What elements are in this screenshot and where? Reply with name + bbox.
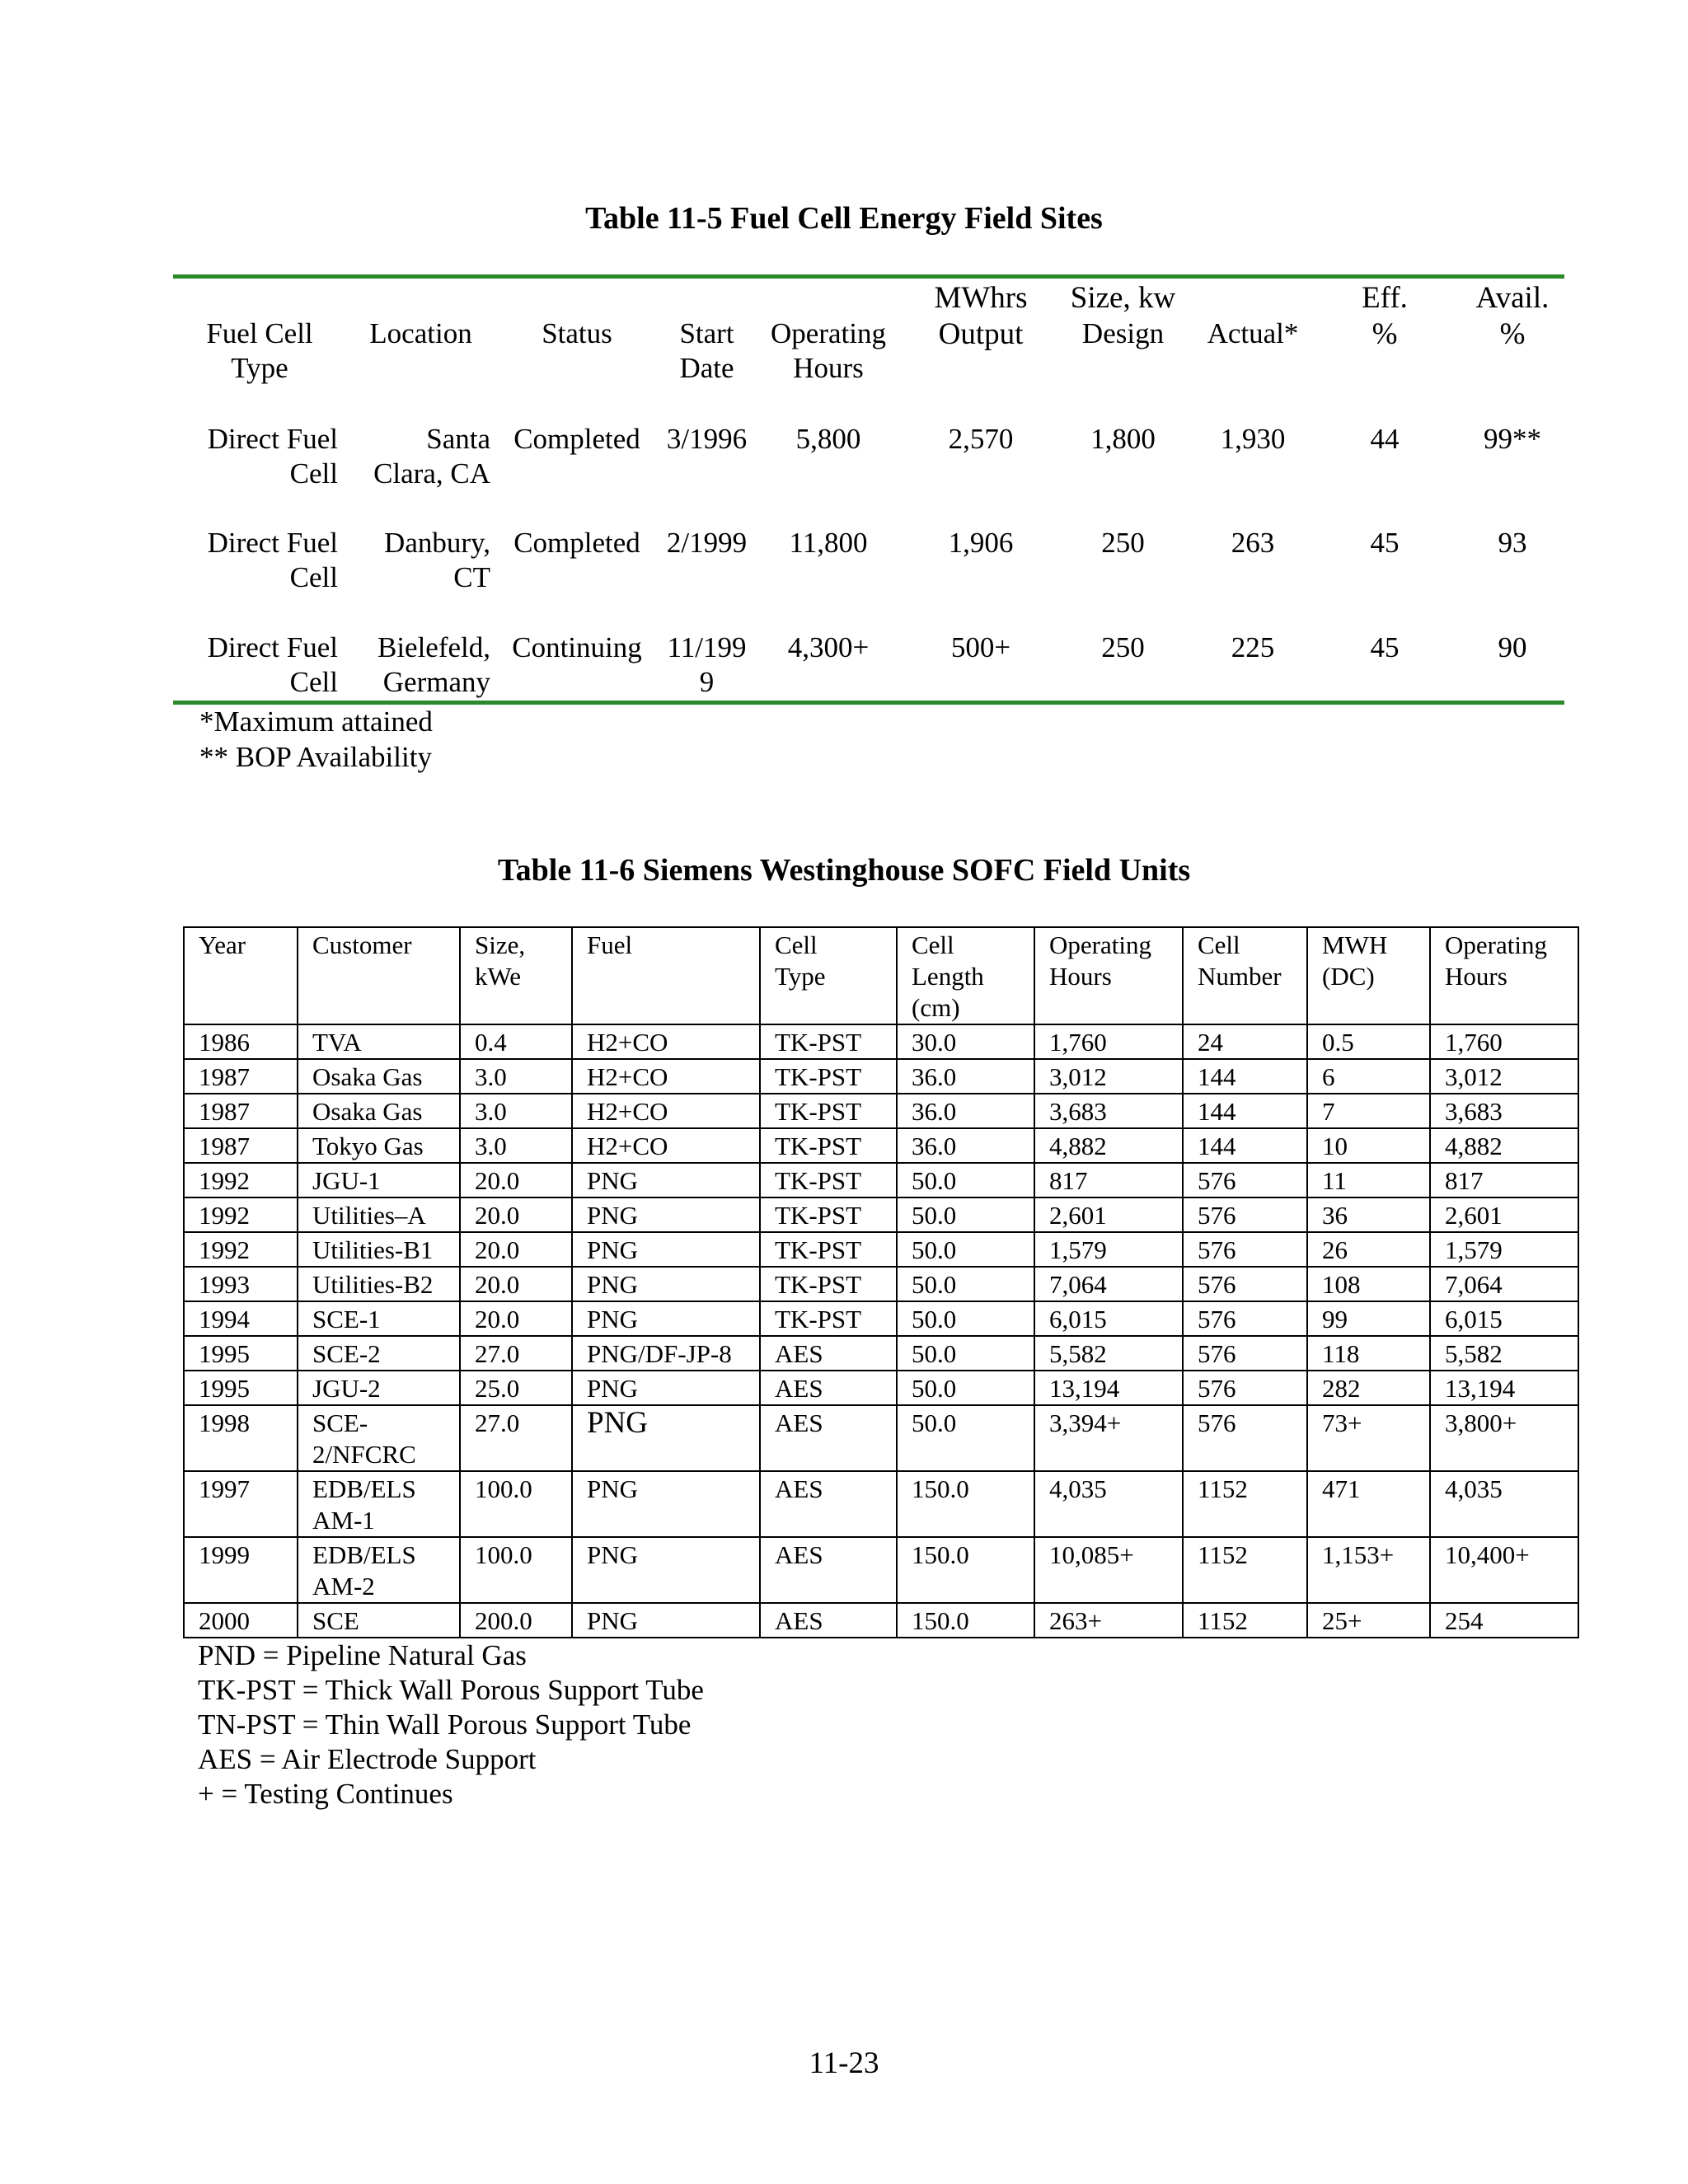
- cell-customer: Utilities-B2: [298, 1267, 460, 1301]
- t5-row3-actual: 225: [1231, 631, 1275, 663]
- cell-fuel: PNG: [572, 1603, 760, 1638]
- table-row: [184, 1336, 1578, 1371]
- cell-mwh-dc: 10: [1307, 1128, 1430, 1163]
- col-header-cell-length: Cell Length (cm): [897, 927, 1034, 1024]
- cell-operating-hours: 1,579: [1034, 1232, 1183, 1267]
- cell-cell-type: TK-PST: [760, 1059, 897, 1094]
- t5-row2-mwhrs: 1,906: [948, 527, 1014, 559]
- cell-cell-number: 576: [1183, 1405, 1307, 1471]
- legend-line: + = Testing Continues: [198, 1778, 453, 1810]
- t5-row1-actual: 1,930: [1220, 423, 1286, 455]
- cell-customer: JGU-2: [298, 1371, 460, 1405]
- cell-cell-number: 1152: [1183, 1603, 1307, 1638]
- cell-operating-hours: 10,085+: [1034, 1537, 1183, 1603]
- t5-row1-location: Santa Clara, CA: [373, 423, 490, 490]
- cell-operating-hours: 3,683: [1034, 1094, 1183, 1128]
- cell-cell-number: 576: [1183, 1163, 1307, 1197]
- table-row: [184, 1059, 1578, 1094]
- cell-cell-type: AES: [760, 1471, 897, 1537]
- cell-customer: Osaka Gas: [298, 1094, 460, 1128]
- cell-customer: SCE-2: [298, 1336, 460, 1371]
- table-row: [184, 1128, 1578, 1163]
- cell-cell-length: 50.0: [897, 1336, 1034, 1371]
- cell-size: 20.0: [460, 1163, 572, 1197]
- cell-mwh-dc: 26: [1307, 1232, 1430, 1267]
- t5-row1-hours: 5,800: [795, 423, 861, 455]
- table-11-5-top-rule: [173, 274, 1564, 279]
- cell-mwh-dc: 36: [1307, 1197, 1430, 1232]
- header-status: Status: [542, 317, 612, 349]
- cell-mwh-dc: 11: [1307, 1163, 1430, 1197]
- t5-row2-actual: 263: [1231, 527, 1275, 559]
- t5-row1-mwhrs: 2,570: [948, 423, 1014, 455]
- cell-mwh-dc: 108: [1307, 1267, 1430, 1301]
- t5-row3-start: 11/199 9: [667, 631, 747, 698]
- footnote-bop-availability: ** BOP Availability: [199, 741, 432, 773]
- cell-cell-type: TK-PST: [760, 1197, 897, 1232]
- cell-fuel: PNG: [572, 1537, 760, 1603]
- cell-fuel: PNG: [572, 1267, 760, 1301]
- table-row: [184, 1094, 1578, 1128]
- col-header-fuel: Fuel: [572, 927, 760, 1024]
- sofc-field-units-table: [183, 926, 1579, 1638]
- cell-size: 100.0: [460, 1537, 572, 1603]
- cell-fuel: PNG: [572, 1301, 760, 1336]
- cell-cell-number: 576: [1183, 1197, 1307, 1232]
- cell-fuel: PNG/DF-JP-8: [572, 1336, 760, 1371]
- cell-cell-type: AES: [760, 1336, 897, 1371]
- cell-mwh-dc: 6: [1307, 1059, 1430, 1094]
- cell-operating-hours-2: 1,579: [1430, 1232, 1578, 1267]
- cell-size: 20.0: [460, 1232, 572, 1267]
- cell-year: 1999: [184, 1537, 298, 1603]
- cell-year: 1987: [184, 1059, 298, 1094]
- header-eff: Eff. %: [1362, 281, 1408, 351]
- cell-operating-hours-2: 4,882: [1430, 1128, 1578, 1163]
- cell-size: 200.0: [460, 1603, 572, 1638]
- header-start-date: Start Date: [679, 317, 734, 384]
- cell-fuel: H2+CO: [572, 1128, 760, 1163]
- cell-size: 20.0: [460, 1197, 572, 1232]
- cell-customer: EDB/ELS AM-2: [298, 1537, 460, 1603]
- cell-operating-hours: 3,394+: [1034, 1405, 1183, 1471]
- page-number: 11-23: [809, 2046, 879, 2080]
- t5-row3-design: 250: [1101, 631, 1145, 663]
- cell-mwh-dc: 99: [1307, 1301, 1430, 1336]
- header-mwhrs-output: MWhrs Output: [934, 281, 1028, 351]
- cell-cell-number: 576: [1183, 1301, 1307, 1336]
- cell-cell-length: 50.0: [897, 1301, 1034, 1336]
- table-11-5-title: Table 11-5 Fuel Cell Energy Field Sites: [585, 201, 1103, 236]
- t5-row1-avail: 99**: [1484, 423, 1541, 455]
- cell-operating-hours-2: 2,601: [1430, 1197, 1578, 1232]
- cell-size: 100.0: [460, 1471, 572, 1537]
- cell-size: 27.0: [460, 1405, 572, 1471]
- t5-row2-type: Direct Fuel Cell: [207, 527, 338, 593]
- t5-row2-eff: 45: [1370, 527, 1400, 559]
- cell-year: 1997: [184, 1471, 298, 1537]
- t5-row1-status: Completed: [513, 423, 640, 455]
- cell-mwh-dc: 118: [1307, 1336, 1430, 1371]
- cell-cell-number: 144: [1183, 1059, 1307, 1094]
- t5-row3-mwhrs: 500+: [950, 631, 1011, 663]
- cell-cell-length: 50.0: [897, 1371, 1034, 1405]
- cell-cell-type: AES: [760, 1603, 897, 1638]
- table-row: [184, 1163, 1578, 1197]
- cell-fuel: PNG: [572, 1471, 760, 1537]
- cell-cell-type: TK-PST: [760, 1128, 897, 1163]
- header-fuel-cell-type: Fuel Cell Type: [206, 317, 313, 384]
- cell-year: 2000: [184, 1603, 298, 1638]
- t5-row2-design: 250: [1101, 527, 1145, 559]
- cell-cell-type: TK-PST: [760, 1024, 897, 1059]
- cell-cell-type: TK-PST: [760, 1094, 897, 1128]
- cell-customer: Utilities–A: [298, 1197, 460, 1232]
- cell-cell-length: 50.0: [897, 1267, 1034, 1301]
- cell-year: 1992: [184, 1197, 298, 1232]
- cell-operating-hours: 5,582: [1034, 1336, 1183, 1371]
- cell-operating-hours-2: 3,800+: [1430, 1405, 1578, 1471]
- cell-year: 1992: [184, 1232, 298, 1267]
- header-design: Design: [1081, 317, 1165, 349]
- cell-size: 3.0: [460, 1094, 572, 1128]
- t5-row2-hours: 11,800: [789, 527, 868, 559]
- t5-row1-eff: 44: [1370, 423, 1400, 455]
- cell-operating-hours: 1,760: [1034, 1024, 1183, 1059]
- t5-row2-avail: 93: [1498, 527, 1527, 559]
- cell-size: 20.0: [460, 1267, 572, 1301]
- cell-operating-hours-2: 817: [1430, 1163, 1578, 1197]
- t5-row1-design: 1,800: [1090, 423, 1156, 455]
- cell-fuel: H2+CO: [572, 1059, 760, 1094]
- t5-row2-status: Completed: [513, 527, 640, 559]
- table-header-row: [184, 927, 1578, 1024]
- cell-cell-number: 1152: [1183, 1471, 1307, 1537]
- cell-operating-hours: 4,035: [1034, 1471, 1183, 1537]
- cell-mwh-dc: 73+: [1307, 1405, 1430, 1471]
- cell-cell-length: 150.0: [897, 1471, 1034, 1537]
- cell-cell-length: 50.0: [897, 1405, 1034, 1471]
- cell-operating-hours-2: 1,760: [1430, 1024, 1578, 1059]
- cell-operating-hours-2: 254: [1430, 1603, 1578, 1638]
- cell-mwh-dc: 7: [1307, 1094, 1430, 1128]
- cell-year: 1994: [184, 1301, 298, 1336]
- cell-cell-number: 576: [1183, 1336, 1307, 1371]
- cell-cell-number: 144: [1183, 1128, 1307, 1163]
- table-11-6-title: Table 11-6 Siemens Westinghouse SOFC Field Units: [497, 853, 1191, 888]
- header-size-kw: Size, kw: [1070, 281, 1176, 315]
- cell-fuel: PNG: [572, 1197, 760, 1232]
- col-header-operating-hours-2: Operating Hours: [1430, 927, 1578, 1024]
- col-header-operating-hours: Operating Hours: [1034, 927, 1183, 1024]
- cell-operating-hours: 817: [1034, 1163, 1183, 1197]
- t5-row2-start: 2/1999: [666, 527, 748, 559]
- table-row: [184, 1024, 1578, 1059]
- legend-line: TK-PST = Thick Wall Porous Support Tube: [198, 1674, 704, 1706]
- cell-cell-number: 1152: [1183, 1537, 1307, 1603]
- cell-cell-length: 150.0: [897, 1537, 1034, 1603]
- cell-cell-length: 50.0: [897, 1232, 1034, 1267]
- cell-cell-type: AES: [760, 1371, 897, 1405]
- header-avail: Avail. %: [1475, 281, 1550, 351]
- cell-customer: SCE-1: [298, 1301, 460, 1336]
- cell-cell-length: 150.0: [897, 1603, 1034, 1638]
- col-header-cell-type: Cell Type: [760, 927, 897, 1024]
- cell-cell-number: 144: [1183, 1094, 1307, 1128]
- col-header-size: Size, kWe: [460, 927, 572, 1024]
- cell-size: 27.0: [460, 1336, 572, 1371]
- cell-operating-hours: 6,015: [1034, 1301, 1183, 1336]
- table-row: [184, 1471, 1578, 1537]
- cell-size: 0.4: [460, 1024, 572, 1059]
- cell-cell-length: 36.0: [897, 1094, 1034, 1128]
- cell-cell-type: TK-PST: [760, 1267, 897, 1301]
- footnote-maximum-attained: *Maximum attained: [199, 705, 433, 738]
- table-row: [184, 1371, 1578, 1405]
- cell-year: 1995: [184, 1336, 298, 1371]
- table-row: [184, 1301, 1578, 1336]
- cell-customer: JGU-1: [298, 1163, 460, 1197]
- t5-row3-eff: 45: [1370, 631, 1400, 663]
- cell-year: 1987: [184, 1094, 298, 1128]
- header-operating-hours: Operating Hours: [771, 317, 886, 384]
- cell-cell-type: TK-PST: [760, 1163, 897, 1197]
- cell-customer: Tokyo Gas: [298, 1128, 460, 1163]
- cell-mwh-dc: 1,153+: [1307, 1537, 1430, 1603]
- col-header-year: Year: [184, 927, 298, 1024]
- cell-size: 20.0: [460, 1301, 572, 1336]
- t5-row1-start: 3/1996: [666, 423, 748, 455]
- t5-row3-type: Direct Fuel Cell: [207, 631, 338, 698]
- table-row: [184, 1405, 1578, 1471]
- cell-operating-hours: 7,064: [1034, 1267, 1183, 1301]
- cell-fuel: H2+CO: [572, 1094, 760, 1128]
- cell-operating-hours-2: 13,194: [1430, 1371, 1578, 1405]
- cell-size: 25.0: [460, 1371, 572, 1405]
- t5-row3-hours: 4,300+: [787, 631, 870, 663]
- cell-customer: EDB/ELS AM-1: [298, 1471, 460, 1537]
- cell-cell-length: 50.0: [897, 1197, 1034, 1232]
- table-row: [184, 1537, 1578, 1603]
- cell-customer: SCE: [298, 1603, 460, 1638]
- cell-fuel: PNG: [572, 1371, 760, 1405]
- cell-cell-length: 50.0: [897, 1163, 1034, 1197]
- legend-line: TN-PST = Thin Wall Porous Support Tube: [198, 1708, 692, 1741]
- cell-mwh-dc: 471: [1307, 1471, 1430, 1537]
- table-row: [184, 1267, 1578, 1301]
- table-row: [184, 1197, 1578, 1232]
- legend-line: PND = Pipeline Natural Gas: [198, 1639, 527, 1671]
- cell-operating-hours-2: 5,582: [1430, 1336, 1578, 1371]
- cell-cell-number: 576: [1183, 1371, 1307, 1405]
- cell-cell-type: TK-PST: [760, 1232, 897, 1267]
- cell-cell-type: TK-PST: [760, 1301, 897, 1336]
- cell-size: 3.0: [460, 1059, 572, 1094]
- t5-row1-type: Direct Fuel Cell: [207, 423, 338, 490]
- cell-operating-hours: 263+: [1034, 1603, 1183, 1638]
- cell-operating-hours-2: 3,012: [1430, 1059, 1578, 1094]
- cell-customer: TVA: [298, 1024, 460, 1059]
- legend-line: AES = Air Electrode Support: [198, 1743, 537, 1775]
- cell-mwh-dc: 282: [1307, 1371, 1430, 1405]
- cell-mwh-dc: 0.5: [1307, 1024, 1430, 1059]
- cell-customer: Osaka Gas: [298, 1059, 460, 1094]
- cell-year: 1986: [184, 1024, 298, 1059]
- cell-operating-hours: 2,601: [1034, 1197, 1183, 1232]
- cell-cell-number: 576: [1183, 1267, 1307, 1301]
- cell-operating-hours-2: 6,015: [1430, 1301, 1578, 1336]
- cell-year: 1993: [184, 1267, 298, 1301]
- cell-operating-hours-2: 10,400+: [1430, 1537, 1578, 1603]
- cell-year: 1987: [184, 1128, 298, 1163]
- header-actual: Actual*: [1207, 317, 1299, 349]
- cell-year: 1995: [184, 1371, 298, 1405]
- table-row: [184, 1603, 1578, 1638]
- col-header-mwh-dc: MWH (DC): [1307, 927, 1430, 1024]
- cell-size: 3.0: [460, 1128, 572, 1163]
- cell-year: 1992: [184, 1163, 298, 1197]
- cell-cell-number: 576: [1183, 1232, 1307, 1267]
- cell-operating-hours: 13,194: [1034, 1371, 1183, 1405]
- t5-row3-status: Continuing: [512, 631, 642, 663]
- cell-fuel: PNG: [572, 1163, 760, 1197]
- cell-operating-hours: 3,012: [1034, 1059, 1183, 1094]
- t5-row3-location: Bielefeld, Germany: [377, 631, 490, 698]
- col-header-customer: Customer: [298, 927, 460, 1024]
- header-location: Location: [369, 317, 472, 349]
- t5-row3-avail: 90: [1498, 631, 1527, 663]
- t5-row2-location: Danbury, CT: [384, 527, 490, 593]
- cell-mwh-dc: 25+: [1307, 1603, 1430, 1638]
- cell-fuel: PNG: [572, 1405, 760, 1471]
- cell-operating-hours-2: 4,035: [1430, 1471, 1578, 1537]
- cell-cell-length: 36.0: [897, 1128, 1034, 1163]
- cell-customer: SCE- 2/NFCRC: [298, 1405, 460, 1471]
- cell-cell-length: 36.0: [897, 1059, 1034, 1094]
- cell-operating-hours-2: 7,064: [1430, 1267, 1578, 1301]
- cell-cell-number: 24: [1183, 1024, 1307, 1059]
- cell-cell-type: AES: [760, 1537, 897, 1603]
- cell-cell-length: 30.0: [897, 1024, 1034, 1059]
- cell-fuel: H2+CO: [572, 1024, 760, 1059]
- cell-customer: Utilities-B1: [298, 1232, 460, 1267]
- cell-cell-type: AES: [760, 1405, 897, 1471]
- cell-operating-hours-2: 3,683: [1430, 1094, 1578, 1128]
- table-row: [184, 1232, 1578, 1267]
- cell-operating-hours: 4,882: [1034, 1128, 1183, 1163]
- cell-year: 1998: [184, 1405, 298, 1471]
- cell-fuel: PNG: [572, 1232, 760, 1267]
- col-header-cell-number: Cell Number: [1183, 927, 1307, 1024]
